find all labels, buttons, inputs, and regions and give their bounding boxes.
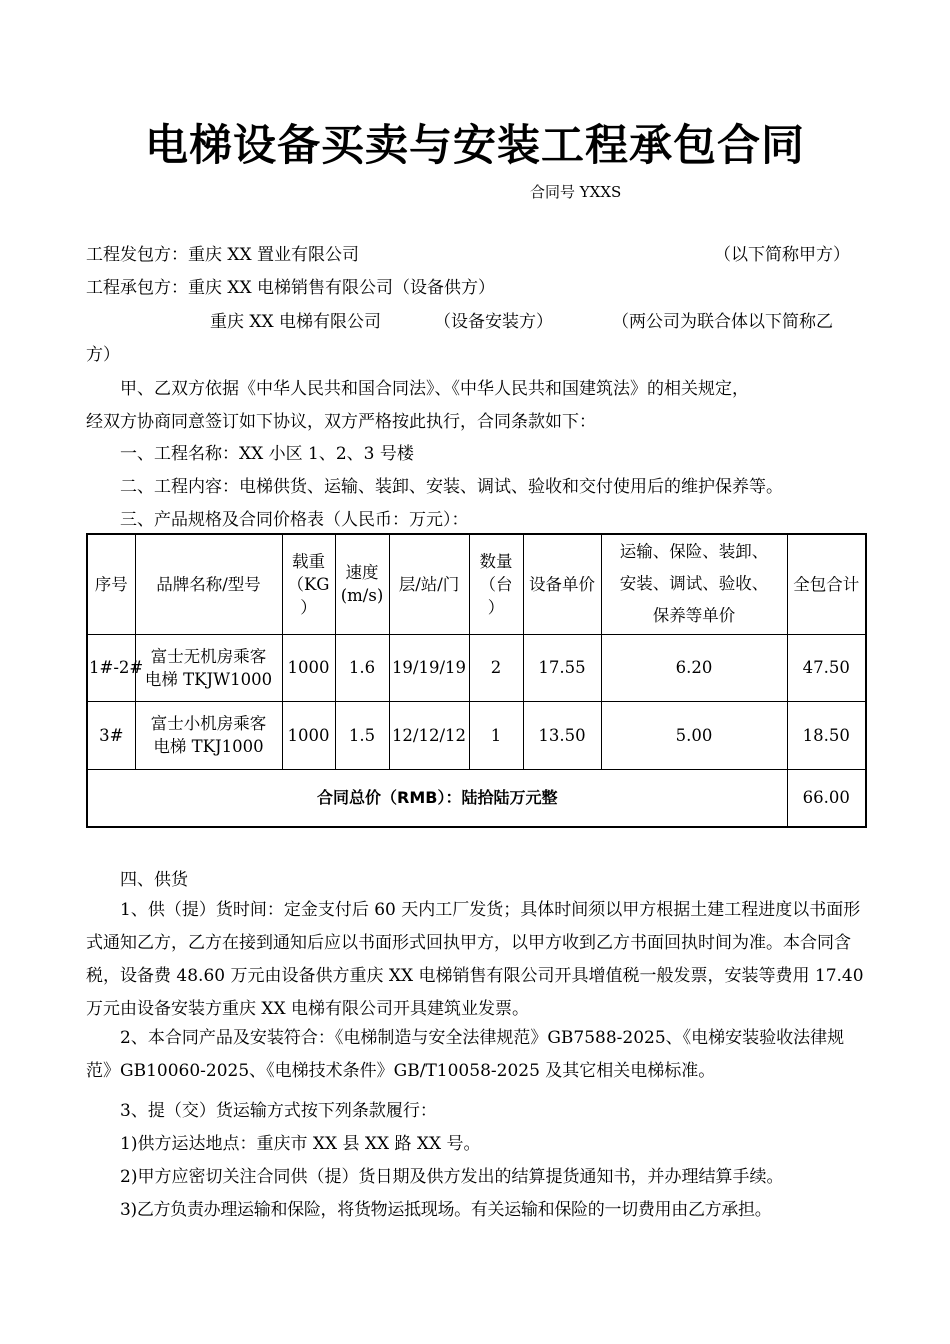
- cell-brand: [135, 701, 282, 769]
- supply-item-1: 1)供方运达地点：重庆市 XX 县 XX 路 XX 号。: [120, 1134, 481, 1154]
- contractor2-note: （两公司为联合体以下简称乙: [612, 312, 833, 332]
- cell-qty: 1: [469, 701, 523, 769]
- cell-unit-price: 13.50: [523, 701, 601, 769]
- cell-floors: 12/12/12: [389, 701, 469, 769]
- cell-speed: 1.5: [335, 701, 389, 769]
- cell-service-price: 5.00: [601, 701, 787, 769]
- supply-paragraph-1: 1、供（提）货时间：定金支付后 60 天内工厂发货；具体时间须以甲方根据土建工程进度以书面形式通知乙方，乙方在接到通知后应以书面形式回执甲方，以甲方收到乙方书面回执时间为准。本合同含税，设备费 48.60 万元由设备供方重庆 XX 电梯销售有限公司开具增值税一般发票，安装等费用 17.40 万元由设备安装方重庆 XX 电梯有限公司开具建筑业发票。: [86, 900, 864, 1019]
- contract-number: 合同号 YXXS: [530, 183, 622, 201]
- cell-qty: 2: [469, 634, 523, 701]
- contractor-line: 工程承包方：重庆 XX 电梯销售有限公司（设备供方）: [86, 278, 496, 298]
- header-load-line: 载重: [292, 551, 325, 571]
- header-service-line: 运输、保险、装卸、: [619, 542, 769, 562]
- cell-floors: 19/19/19: [389, 634, 469, 701]
- cell-brand-line: 富士小机房乘客: [150, 714, 267, 733]
- header-unit-price: 设备单价: [523, 534, 601, 634]
- supply-item-2: 2)甲方应密切关注合同供（提）货日期及供方发出的结算提货通知书，并办理结算手续。: [120, 1167, 784, 1187]
- table-row: [87, 701, 866, 769]
- contractor2-name: 重庆 XX 电梯有限公司: [210, 312, 382, 332]
- header-service-line: 保养等单价: [652, 606, 736, 626]
- cell-load: 1000: [282, 634, 335, 701]
- cell-brand-line: 富士无机房乘客: [150, 646, 267, 666]
- intro-line-1: 甲、乙双方依据《中华人民共和国合同法》、《中华人民共和国建筑法》的相关规定，: [120, 379, 749, 399]
- cell-speed: 1.6: [335, 634, 389, 701]
- cell-load: 1000: [282, 701, 335, 769]
- cell-brand-line: 电梯 TKJW1000: [144, 669, 273, 689]
- header-qty-line: ）: [487, 597, 505, 617]
- cell-brand-line: 电梯 TKJ1000: [153, 737, 264, 756]
- header-qty: [469, 534, 523, 634]
- header-service-price: [601, 534, 787, 634]
- header-no: 序号: [87, 534, 135, 634]
- contract-total-label: 合同总价（RMB）：陆拾陆万元整: [87, 769, 787, 827]
- header-brand: 品牌名称/型号: [135, 534, 282, 634]
- table-row: [87, 634, 866, 701]
- cell-no: 3#: [87, 701, 135, 769]
- header-floors: 层/站/门: [389, 534, 469, 634]
- section-project-content: 二、工程内容：电梯供货、运输、装卸、安装、调试、验收和交付使用后的维护保养等。: [120, 477, 783, 497]
- section-project-name: 一、工程名称：XX 小区 1、2、3 号楼: [120, 444, 414, 464]
- header-speed-line: (m/s): [340, 586, 384, 606]
- contractor2-note-cont: 方）: [86, 345, 120, 365]
- cell-unit-price: 17.55: [523, 634, 601, 701]
- table-total-row: [87, 769, 866, 827]
- price-table: [86, 533, 867, 828]
- header-total: 全包合计: [787, 534, 866, 634]
- supply-item-3: 3)乙方负责办理运输和保险，将货物运抵现场。有关运输和保险的一切费用由乙方承担。: [120, 1200, 772, 1220]
- table-header-row: [87, 534, 866, 634]
- header-qty-line: 数量: [479, 551, 513, 571]
- cell-brand: [135, 634, 282, 701]
- header-load-line: ）: [300, 597, 317, 617]
- contractor2-role: （设备安装方）: [434, 312, 553, 332]
- supply-paragraph-2: 2、本合同产品及安装符合：《电梯制造与安全法律规范》GB7588-2025、《电梯安装验收法律规范》GB10060-2025、《电梯技术条件》GB/T10058-2025 及其它相关电梯标准。: [86, 1028, 845, 1081]
- cell-total: 47.50: [787, 634, 866, 701]
- header-service-line: 安装、调试、验收、: [619, 574, 769, 594]
- header-load-line: （KG: [287, 574, 330, 594]
- document-title: 电梯设备买卖与安装工程承包合同: [145, 121, 805, 171]
- header-speed-line: 速度: [345, 563, 379, 583]
- supply-heading: 四、供货: [120, 870, 188, 890]
- cell-no: 1#-2#: [87, 634, 135, 701]
- cell-service-price: 6.20: [601, 634, 787, 701]
- intro-line-2: 经双方协商同意签订如下协议，双方严格按此执行，合同条款如下：: [86, 412, 596, 432]
- section-price-table-heading: 三、产品规格及合同价格表（人民币：万元）：: [120, 510, 469, 530]
- header-load: [282, 534, 335, 634]
- employer-note: （以下简称甲方）: [714, 245, 850, 265]
- header-qty-line: （台: [479, 574, 513, 594]
- employer-line: 工程发包方：重庆 XX 置业有限公司: [86, 245, 360, 265]
- header-speed: [335, 534, 389, 634]
- cell-total: 18.50: [787, 701, 866, 769]
- contract-total-value: 66.00: [787, 769, 866, 827]
- supply-paragraph-3: 3、提（交）货运输方式按下列条款履行：: [120, 1101, 437, 1121]
